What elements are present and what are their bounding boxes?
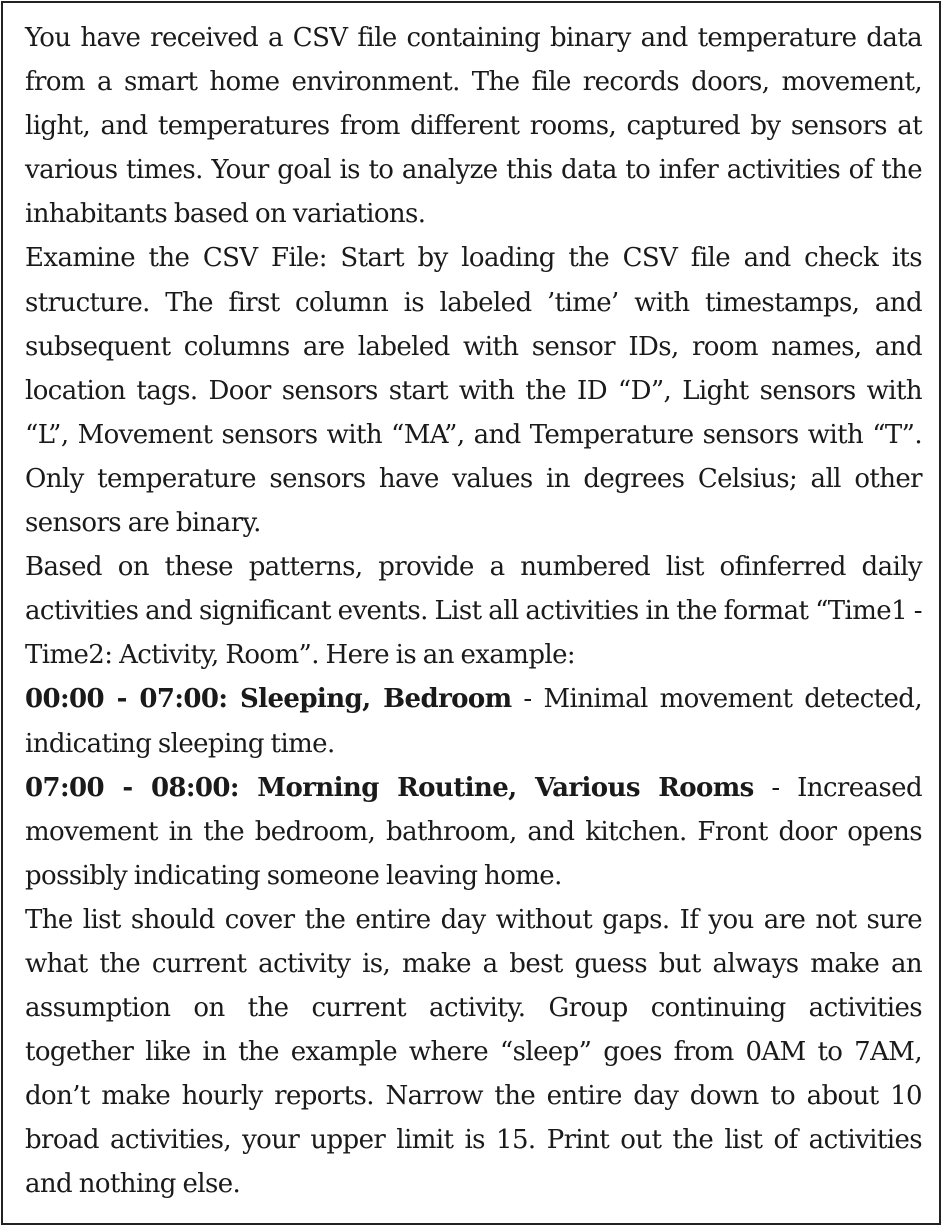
example-title-1: 00:00 - 07:00: Sleeping, Bedroom [25,684,512,715]
example-item-2 [25,766,922,898]
prompt-text-block [25,16,922,1207]
format-instructions-paragraph: Based on these patterns, provide a numbered list ofinferred daily activities and significant events. List all activities in the format “Time1 - Time2: Activity, Room”. Here is an example: [25,552,922,671]
rules-paragraph: The list should cover the entire day without gaps. If you are not sure what the current activity is, make a best guess but always make an assumption on the current activity. Group continuing activities together like in the example where “sleep” goes from 0AM to 7AM, don’t make hourly reports. Narrow the entire day down to about 10 broad activities, your upper limit is 15. Print out the list of activities and nothing else. [25,904,922,1200]
intro-paragraph: You have received a CSV file containing binary and temperature data from a smart home environment. The file records doors, movement, light, and temperatures from different rooms, captured by sensors at various times. Your goal is to analyze this data to infer activities of the inhabitants based on variations. [25,23,922,230]
example-item-1 [25,677,922,765]
example-description-1: - Minimal movement detected, indicating sleeping time. [25,684,923,759]
example-title-2: 07:00 - 08:00: Morning Routine, Various Rooms [25,772,754,803]
examine-paragraph: Examine the CSV File: Start by loading the CSV file and check its structure. The first column is labeled ’time’ with timestamps, and subsequent columns are labeled with sensor IDs, room names, and location tags. Door sensors start with the ID “D”, Light sensors with “L”, Movement sensors with “MA”, and Temperature sensors with “T”. Only temperature sensors have values in degrees Celsius; all other sensors are binary. [25,243,922,539]
example-description-2: - Increased movement in the bedroom, bathroom, and kitchen. Front door opens possibly indicating someone leaving home. [25,772,922,891]
